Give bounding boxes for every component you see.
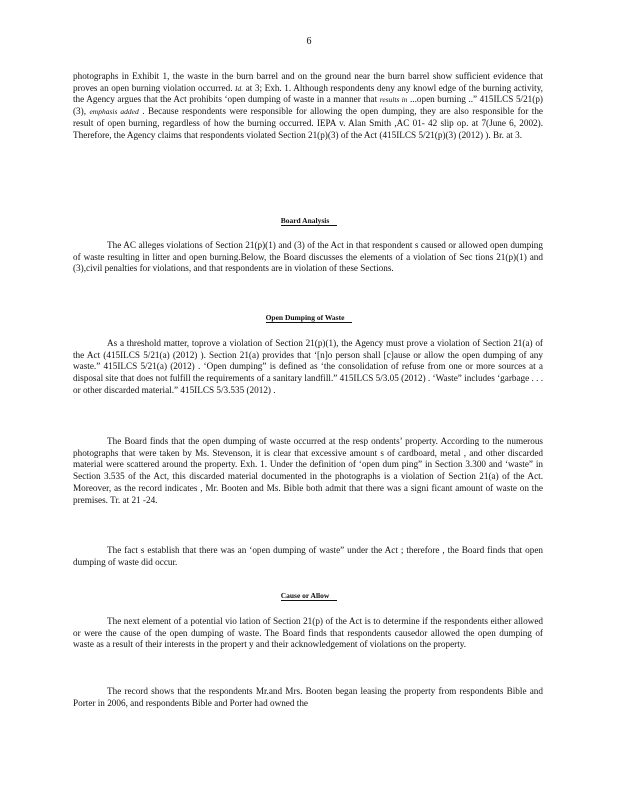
italic-emphasis-added: emphasis added	[89, 107, 139, 117]
paragraph-threshold-matter: As a threshold matter, toprove a violation of Section 21(p)(1), the Agency must prove a violation of Section 21(a) of the Act (415ILCS 5/21(a) (2012) ). Section 21(a) provides that ‘[n]o person shall [c]ause or allow the open dumping of any waste.” 415ILCS 5/21(a) (2012) . ‘Open dumping” is defined as ‘the consolidation of refuse from one or more sources at a disposal site that does not fulfill the requirements of a sanitary landfill.” 415ILCS 5/3.05 (2012) . ‘Waste” includes ‘garbage . . . or other discarded material.” 415ILCS 5/3.535 (2012) .	[73, 338, 544, 395]
paragraph-facts-establish: The fact s establish that there was an ‘open dumping of waste” under the Act ; therefore , the Board finds that open dumping of waste did occur.	[73, 545, 543, 567]
text-run: ...open burning ..” 415ILCS 5/21(p)(3),	[73, 94, 543, 117]
citation-id: Id.	[235, 83, 244, 93]
italic-results-in: results in	[379, 95, 408, 105]
heading-open-dumping: Open Dumping of Waste	[0, 312, 618, 324]
text-run: photographs in Exhibit 1, the waste in the burn barrel and on the ground near the burn barrel show sufficient evidence that proves an open burning violation occurred.	[73, 71, 543, 93]
heading-board-analysis: Board Analysis	[0, 215, 618, 227]
page-number: 6	[306, 36, 312, 47]
paragraph-next-element: The next element of a potential vio lation of Section 21(p) of the Act is to determine if the respondents either allowed or were the cause of the open dumping of waste. The Board finds that respondents causedor allowed the open dumping of waste as a result of their interests in the propert y and their acknowledgement of violations on the property.	[73, 616, 543, 650]
paragraph-record-shows: The record shows that the respondents Mr.and Mrs. Booten began leasing the property from respondents Bible and Porter in 2006, and respondents Bible and Porter had owned the	[73, 686, 543, 708]
paragraph-board-finds-dumping: The Board finds that the open dumping of waste occurred at the resp ondents’ property. According to the numerous photographs that were taken by Ms. Stevenson, it is clear that excessive amount s of cardboard, metal , and other discarded material were scattered around the property. Exh. 1. Under the definition of ‘open dum ping” in Section 3.300 and ‘waste” in Section 3.535 of the Act, this discarded material documented in the photographs is a violation of Section 21(a) of the Act. Moreover, as the record indicates , Mr. Booten and Ms. Bible both admit that there was a signi ficant amount of waste on the premises. Tr. at 21 -24.	[73, 436, 543, 505]
text-run: . Because respondents were responsible for allowing the open dumping, they are also responsible for the result of open burning, regardless of how the burning occurred. IEPA v. Alan Smith ,AC 01- 42 slip op. at 7(June 6, 2002). Therefore, the Agency claims that respondents violated Section 21(p)(3) of the Act (415ILCS 5/21(p)(3) (2012) ). Br. at 3.	[73, 106, 543, 140]
heading-cause-or-allow: Cause or Allow	[0, 590, 618, 602]
paragraph-alleged-violations: The AC alleges violations of Section 21(p)(1) and (3) of the Act in that respondent s caused or allowed open dumping of waste resulting in litter and open burning.Below, the Board discusses the elements of a violation of Sec tions 21(p)(1) and (3),civil penalties for violations, and that respondents are in violation of these Sections.	[73, 240, 543, 274]
text-run: at 3; Exh. 1. Although respondents deny any knowl edge of the burning activity, the Agency argues that the Act prohibits ‘open dumping of waste in a manner that	[73, 82, 543, 105]
paragraph-exhibit-evidence	[73, 71, 543, 141]
